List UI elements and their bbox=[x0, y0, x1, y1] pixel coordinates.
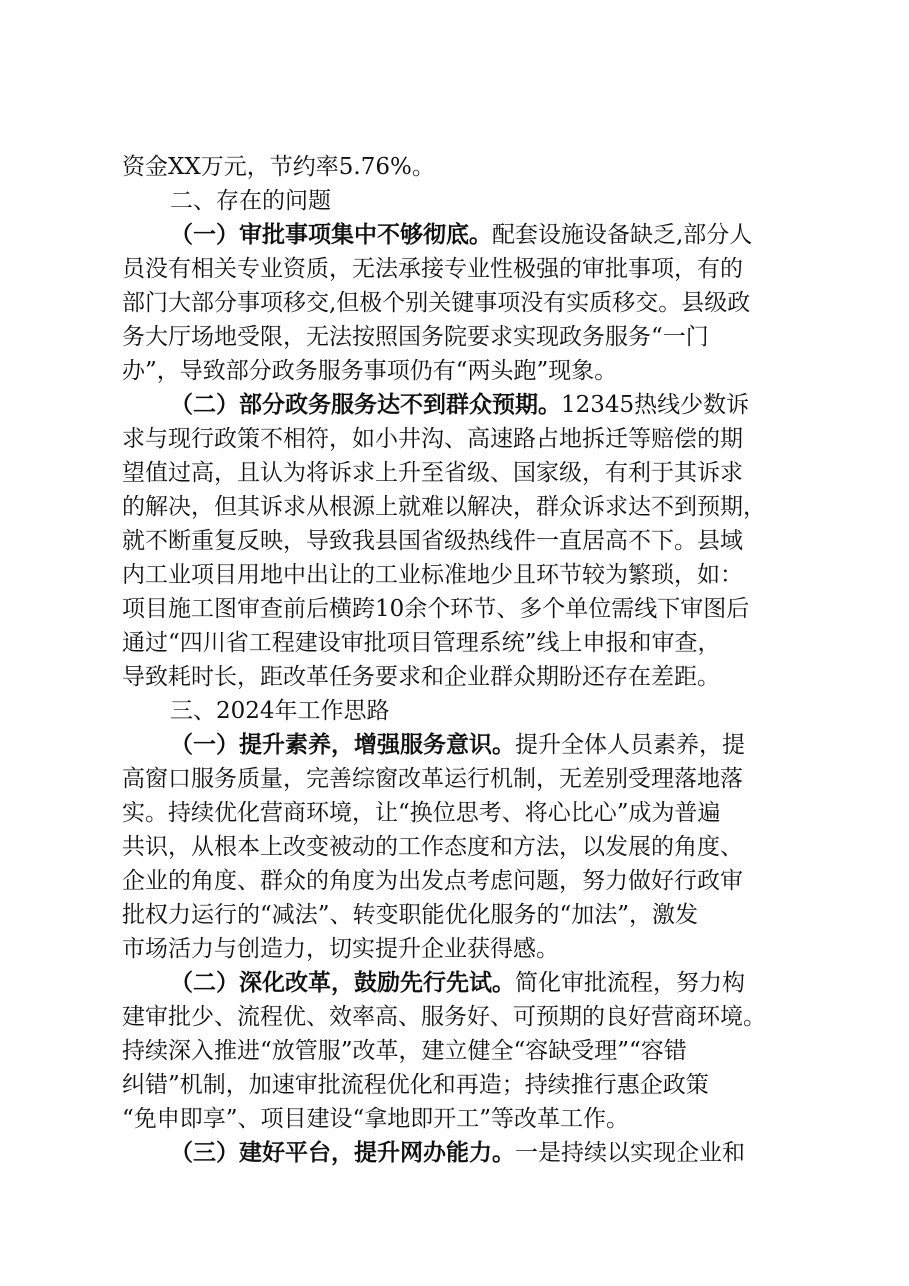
text-line: 企业的角度、群众的角度为出发点考虑问题，努力做好行政审 bbox=[122, 868, 743, 894]
text-line: 建审批少、流程优、效率高、服务好、可预期的良好营商环境。 bbox=[122, 1004, 766, 1030]
text-line: 市场活力与创造力，切实提升企业获得感。 bbox=[122, 936, 559, 962]
text-line: 共识，从根本上改变被动的工作态度和方法，以发展的角度、 bbox=[122, 834, 743, 860]
section-heading: 三、2024年工作思路 bbox=[170, 698, 390, 724]
subheading-line: （一）审批事项集中不够彻底。配套设施设备缺乏,部分人 bbox=[170, 221, 753, 248]
text-line: 纠错”机制，加速审批流程优化和再造；持续推行惠企政策 bbox=[122, 1072, 709, 1098]
text-line: 就不断重复反映，导致我县国省级热线件一直居高不下。县域 bbox=[122, 528, 743, 554]
subheading-lead: （一）审批事项集中不够彻底。 bbox=[170, 221, 492, 248]
text-line: 内工业项目用地中出让的工业标准地少且环节较为繁琐，如： bbox=[122, 562, 743, 588]
text-line: 员没有相关专业资质，无法承接专业性极强的审批事项，有的 bbox=[122, 256, 743, 282]
subheading-lead: （二）部分政务服务达不到群众预期。 bbox=[170, 391, 561, 418]
text-line: 部门大部分事项移交,但极个别关键事项没有实质移交。县级政 bbox=[122, 290, 751, 316]
text-line: 高窗口服务质量，完善综窗改革运行机制，无差别受理落地落 bbox=[122, 766, 743, 792]
subheading-line: （二）部分政务服务达不到群众预期。12345热线少数诉 bbox=[170, 391, 750, 418]
text-line: 通过“四川省工程建设审批项目管理系统”线上申报和审查， bbox=[122, 630, 721, 656]
text-line: 资金XX万元，节约率5.76%。 bbox=[122, 154, 435, 180]
text-line: 办”，导致部分政务服务事项仍有“两头跑”现象。 bbox=[122, 358, 618, 384]
subheading-line: （二）深化改革，鼓励先行先试。简化审批流程，努力构 bbox=[170, 969, 745, 996]
text-line: 实。持续优化营商环境，让“换位思考、将心比心”成为普遍 bbox=[122, 800, 721, 826]
text-line: 项目施工图审查前后横跨10余个环节、多个单位需线下审图后 bbox=[122, 596, 750, 622]
subheading-lead: （二）深化改革，鼓励先行先试。 bbox=[170, 969, 515, 996]
subheading-line: （一）提升素养，增强服务意识。提升全体人员素养，提 bbox=[170, 731, 745, 758]
text-line: 导致耗时长，距改革任务要求和企业群众期盼还存在差距。 bbox=[122, 664, 720, 690]
text-line: “免申即享”、项目建设“拿地即开工”等改革工作。 bbox=[122, 1106, 630, 1132]
text-line: 持续深入推进“放管服”改革，建立健全“容缺受理”“容错 bbox=[122, 1038, 687, 1064]
subheading-line: （三）建好平台，提升网办能力。一是持续以实现企业和 bbox=[170, 1139, 745, 1166]
subheading-lead: （三）建好平台，提升网办能力。 bbox=[170, 1139, 515, 1166]
subheading-lead: （一）提升素养，增强服务意识。 bbox=[170, 731, 515, 758]
text-line: 批权力运行的“减法”、转变职能优化服务的“加法”，激发 bbox=[122, 902, 699, 928]
text-line: 望值过高，且认为将诉求上升至省级、国家级，有利于其诉求 bbox=[122, 460, 743, 486]
section-heading: 二、存在的问题 bbox=[170, 188, 331, 214]
text-line: 务大厅场地受限，无法按照国务院要求实现政务服务“一门 bbox=[122, 324, 709, 350]
text-line: 求与现行政策不相符，如小井沟、高速路占地拆迁等赔偿的期 bbox=[122, 426, 743, 452]
text-line: 的解决，但其诉求从根源上就难以解决，群众诉求达不到预期， bbox=[122, 494, 766, 520]
